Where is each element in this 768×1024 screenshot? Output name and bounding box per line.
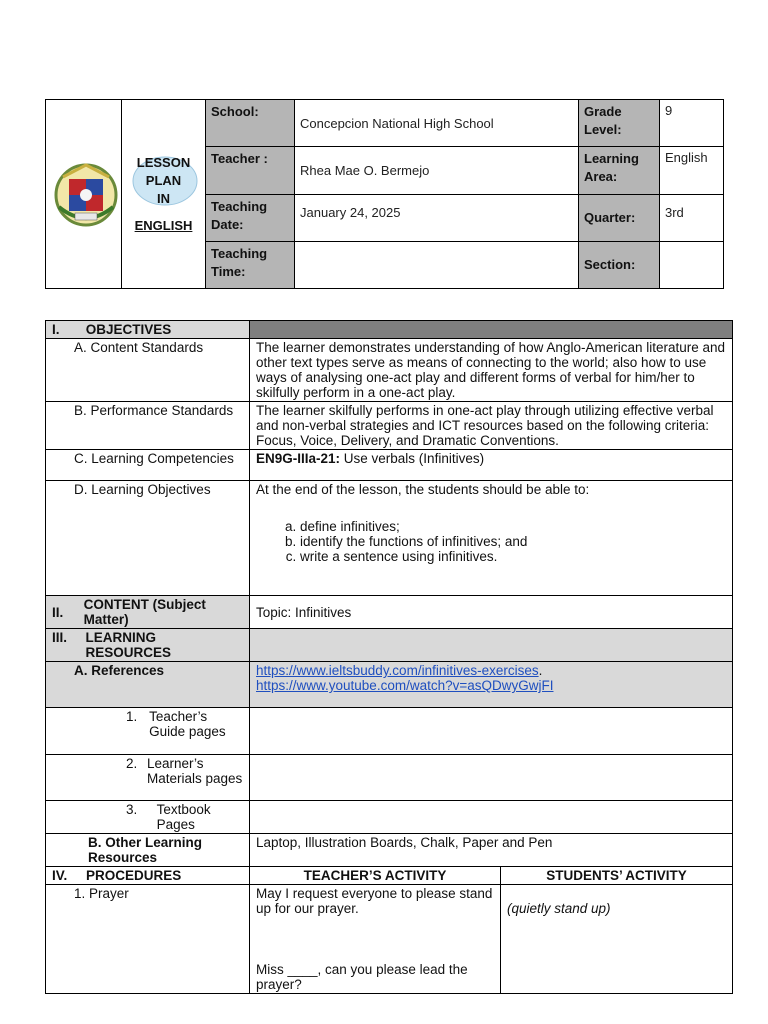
teaching-date-value: January 24, 2025: [295, 194, 579, 241]
objectives-list: [256, 519, 726, 564]
textbook-pages-value: [250, 801, 733, 834]
content-heading: II. CONTENT (Subject Matter): [46, 596, 250, 629]
learning-competencies-text: EN9G-IIIa-21: Use verbals (Infinitives): [250, 450, 733, 481]
learners-materials-value: [250, 755, 733, 801]
learning-area-label: Learning Area:: [579, 147, 660, 194]
teaching-time-label: Teaching Time:: [206, 241, 295, 288]
learning-area-value: English: [660, 147, 724, 194]
content-standards-text: The learner demonstrates understanding of how Anglo-American literature and other text types serve as means of connecting to the world; also how to use ways of analysing one-act play and different forms of verbal for him/her to skilfully perform in a one-act play.: [250, 339, 733, 402]
lesson-text: LESSON: [136, 154, 191, 170]
reference-link-1[interactable]: https://www.ieltsbuddy.com/infinitives-exercises: [256, 663, 539, 678]
references-label: A. References: [46, 662, 250, 708]
quarter-value: 3rd: [660, 194, 724, 241]
list-item: b. identify the functions of infinitives; and: [300, 534, 726, 549]
learning-resources-heading: III. LEARNING RESOURCES: [46, 629, 250, 662]
list-item: c. write a sentence using infinitives.: [300, 549, 726, 564]
school-label: School:: [206, 100, 295, 147]
grade-level-label: Grade Level:: [579, 100, 660, 147]
performance-standards-text: The learner skilfully performs in one-act play through utilizing effective verbal and non-verbal strategies and ICT resources based on the following criteria: Focus, Voice, Delivery, and Dramatic Conventions.: [250, 402, 733, 450]
grade-level-value: 9: [660, 100, 724, 147]
student-prayer-text: (quietly stand up): [501, 885, 733, 994]
teachers-guide-label: 1. Teacher’s Guide pages: [46, 708, 250, 755]
teacher-prayer-text: May I request everyone to please stand up for our prayer. Miss ____, can you please lead the prayer?: [250, 885, 501, 994]
students-activity-heading: STUDENTS’ ACTIVITY: [501, 867, 733, 885]
section-label: Section:: [579, 241, 660, 288]
lesson-plan-title: [122, 100, 206, 289]
learning-resources-fill: [250, 629, 733, 662]
performance-standards-label: B. Performance Standards: [46, 402, 250, 450]
lesson-body-table: [45, 320, 733, 994]
school-seal-icon: [51, 157, 121, 229]
content-standards-label: A. Content Standards: [46, 339, 250, 402]
teachers-guide-value: [250, 708, 733, 755]
teacher-activity-heading: TEACHER’S ACTIVITY: [250, 867, 501, 885]
references-links: https://www.ieltsbuddy.com/infinitives-exercises. https://www.youtube.com/watch?v=asQDwyGwjFI: [250, 662, 733, 708]
objectives-heading-fill: [250, 321, 733, 339]
teacher-value: Rhea Mae O. Bermejo: [295, 147, 579, 194]
teaching-date-label: Teaching Date:: [206, 194, 295, 241]
learners-materials-label: 2. Learner’s Materials pages: [46, 755, 250, 801]
section-value: [660, 241, 724, 288]
school-value: Concepcion National High School: [295, 100, 579, 147]
lesson-header-table: [45, 99, 724, 289]
quarter-label: Quarter:: [579, 194, 660, 241]
teacher-label: Teacher :: [206, 147, 295, 194]
teaching-time-value: [295, 241, 579, 288]
learning-objectives-label: D. Learning Objectives: [46, 481, 250, 596]
school-seal-cell: [46, 100, 122, 289]
learning-objectives-text: At the end of the lesson, the students should be able to: a. define infinitives; b. identify the functions of infinitives; and c. write a sentence using infinitives.: [250, 481, 733, 596]
topic-text: Topic: Infinitives: [250, 596, 733, 629]
other-resources-label: B. Other Learning Resources: [46, 834, 250, 867]
textbook-pages-label: 3. Textbook Pages: [46, 801, 250, 834]
subject-text: ENGLISH: [134, 217, 193, 233]
learning-competencies-label: C. Learning Competencies: [46, 450, 250, 481]
objectives-heading: I. OBJECTIVES: [46, 321, 250, 339]
other-resources-text: Laptop, Illustration Boards, Chalk, Paper and Pen: [250, 834, 733, 867]
list-item: a. define infinitives;: [300, 519, 726, 534]
procedures-heading: IV. PROCEDURES: [46, 867, 250, 885]
in-text: IN: [157, 190, 170, 206]
prayer-label: 1. Prayer: [46, 885, 250, 994]
plan-text: PLAN: [145, 172, 182, 188]
reference-link-2[interactable]: https://www.youtube.com/watch?v=asQDwyGwjFI: [256, 678, 554, 693]
